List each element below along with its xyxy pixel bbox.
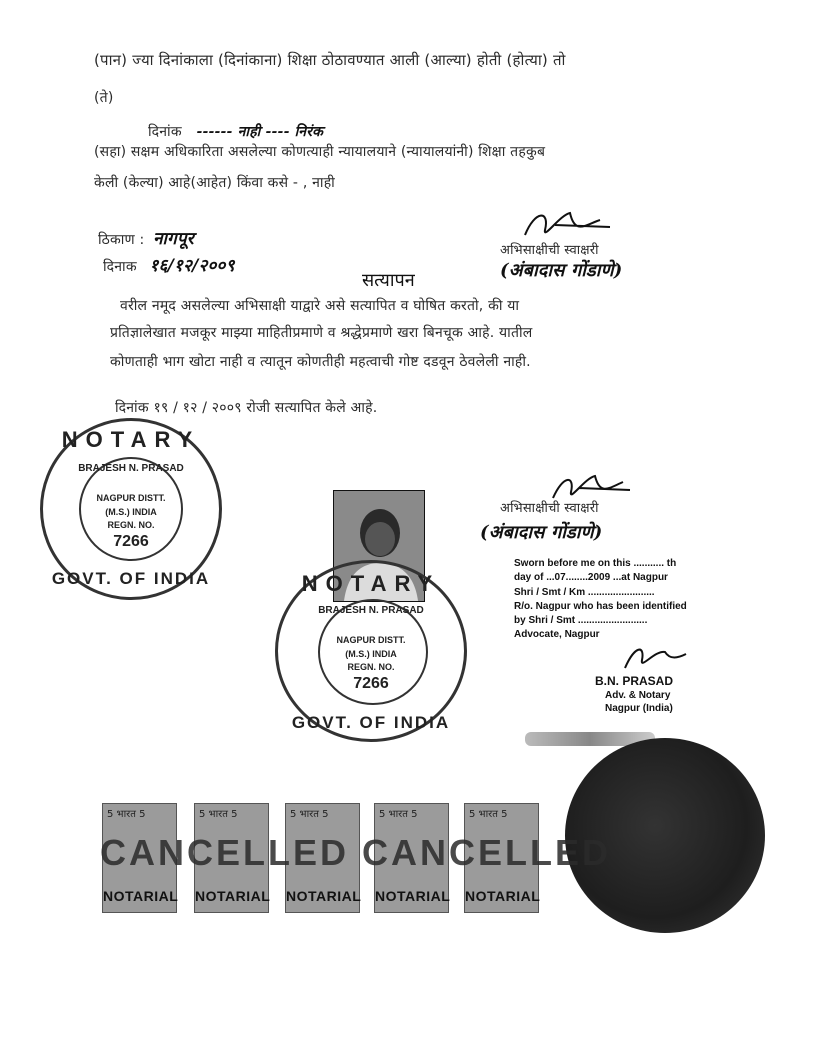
signature-label-1: अभिसाक्षीची स्वाक्षरी <box>500 243 599 258</box>
stamp2-regn: REGN. NO. <box>347 662 395 672</box>
place-value: नागपूर <box>153 229 194 249</box>
stamp2-num: 7266 <box>353 675 389 692</box>
stamp1-state: (M.S.) INDIA <box>105 507 157 517</box>
stamp2-state: (M.S.) INDIA <box>345 649 397 659</box>
text-line-4: केली (केल्या) आहे(आहेत) किंवा कसे - , नाही <box>94 175 335 191</box>
notary-signature-mark <box>620 640 690 675</box>
notary-stamp-1 <box>40 418 222 600</box>
verify-line-2: प्रतिज्ञालेखात मजकूर माझ्या माहितीप्रमाणे व श्रद्धेप्रमाणे खरा बिनचूक आहे. यातील <box>110 325 533 341</box>
signature-name-2: (अंबादास गोंडाणे) <box>480 522 603 543</box>
revenue-stamp-1-label: NOTARIAL <box>103 888 179 904</box>
signature-label-2: अभिसाक्षीची स्वाक्षरी <box>500 501 599 516</box>
revenue-stamp-2-top: 5 भारत 5 <box>199 809 238 820</box>
text-line-3: (सहा) सक्षम अधिकारिता असलेल्या कोणत्याही न्यायालयाने (न्यायालयांनी) शिक्षा तहकुब <box>94 144 546 160</box>
date-value: ------ नाही ---- निरंक <box>196 124 324 140</box>
stamp1-bottom: GOVT. OF INDIA <box>51 569 211 588</box>
stamp2-top: NOTARY <box>301 571 441 596</box>
revenue-stamp-4-label: NOTARIAL <box>375 888 451 904</box>
stamp1-num: 7266 <box>113 533 149 550</box>
revenue-stamp-5-top: 5 भारत 5 <box>469 809 508 820</box>
stamp1-top: NOTARY <box>61 427 201 452</box>
cert-line-6: Advocate, Nagpur <box>514 629 600 640</box>
stamp2-place: NAGPUR DISTT. <box>336 635 406 645</box>
text-line-2: (ते) <box>94 90 114 106</box>
place-label: ठिकाण : <box>98 232 145 248</box>
heading-satyapan: सत्यापन <box>362 270 415 291</box>
date2-value: १६/१२/२००९ <box>149 256 235 276</box>
notary-role: Adv. & Notary <box>605 690 671 701</box>
revenue-stamp-3-top: 5 भारत 5 <box>290 809 329 820</box>
notary-name: B.N. PRASAD <box>595 674 674 688</box>
stamp1-place: NAGPUR DISTT. <box>96 493 166 503</box>
cert-line-4: R/o. Nagpur who has been identified <box>514 601 687 612</box>
cert-line-1: Sworn before me on this ........... th <box>514 558 677 569</box>
notary-city: Nagpur (India) <box>605 703 673 714</box>
text-line-1: (पान) ज्या दिनांकाला (दिनांकाना) शिक्षा ठोठावण्यात आली (आल्या) होती (होत्या) तो <box>94 51 566 69</box>
stamp1-regn: REGN. NO. <box>107 520 155 530</box>
notary-stamp-2 <box>275 560 467 742</box>
stamp2-bottom: GOVT. OF INDIA <box>291 713 451 732</box>
cancelled-overprint: CANCELLED CANCELLED <box>100 832 611 873</box>
verify-line-3: कोणताही भाग खोटा नाही व त्यातून कोणतीही महत्वाची गोष्ट दडवून ठेवलेली नाही. <box>110 354 531 370</box>
revenue-stamp-1-top: 5 भारत 5 <box>107 809 146 820</box>
date2-row <box>103 253 235 276</box>
stamp2-name: BRAJESH N. PRASAD <box>318 605 424 616</box>
verify-line-1: वरील नमूद असलेल्या अभिसाक्षी याद्वारे असे सत्यापित व घोषित करतो, की या <box>120 298 520 314</box>
stamp1-name: BRAJESH N. PRASAD <box>78 463 184 474</box>
revenue-stamp-4-top: 5 भारत 5 <box>379 809 418 820</box>
signature-name-1: (अंबादास गोंडाणे) <box>500 260 623 281</box>
date2-label: दिनाक <box>103 259 137 275</box>
cert-line-2: day of ...07........2009 ...at Nagpur <box>514 572 668 583</box>
verified-date-line: दिनांक १९ / १२ / २००९ रोजी सत्यापित केले आहे. <box>115 400 378 416</box>
revenue-stamp-2-label: NOTARIAL <box>195 888 271 904</box>
revenue-stamp-5-label: NOTARIAL <box>465 888 541 904</box>
revenue-stamp-3-label: NOTARIAL <box>286 888 362 904</box>
date-row <box>148 122 323 141</box>
cert-line-5: by Shri / Smt ......................... <box>514 615 648 626</box>
date-label: दिनांक <box>148 124 182 140</box>
place-row <box>98 226 194 249</box>
cert-line-3: Shri / Smt / Km ........................ <box>514 587 655 598</box>
